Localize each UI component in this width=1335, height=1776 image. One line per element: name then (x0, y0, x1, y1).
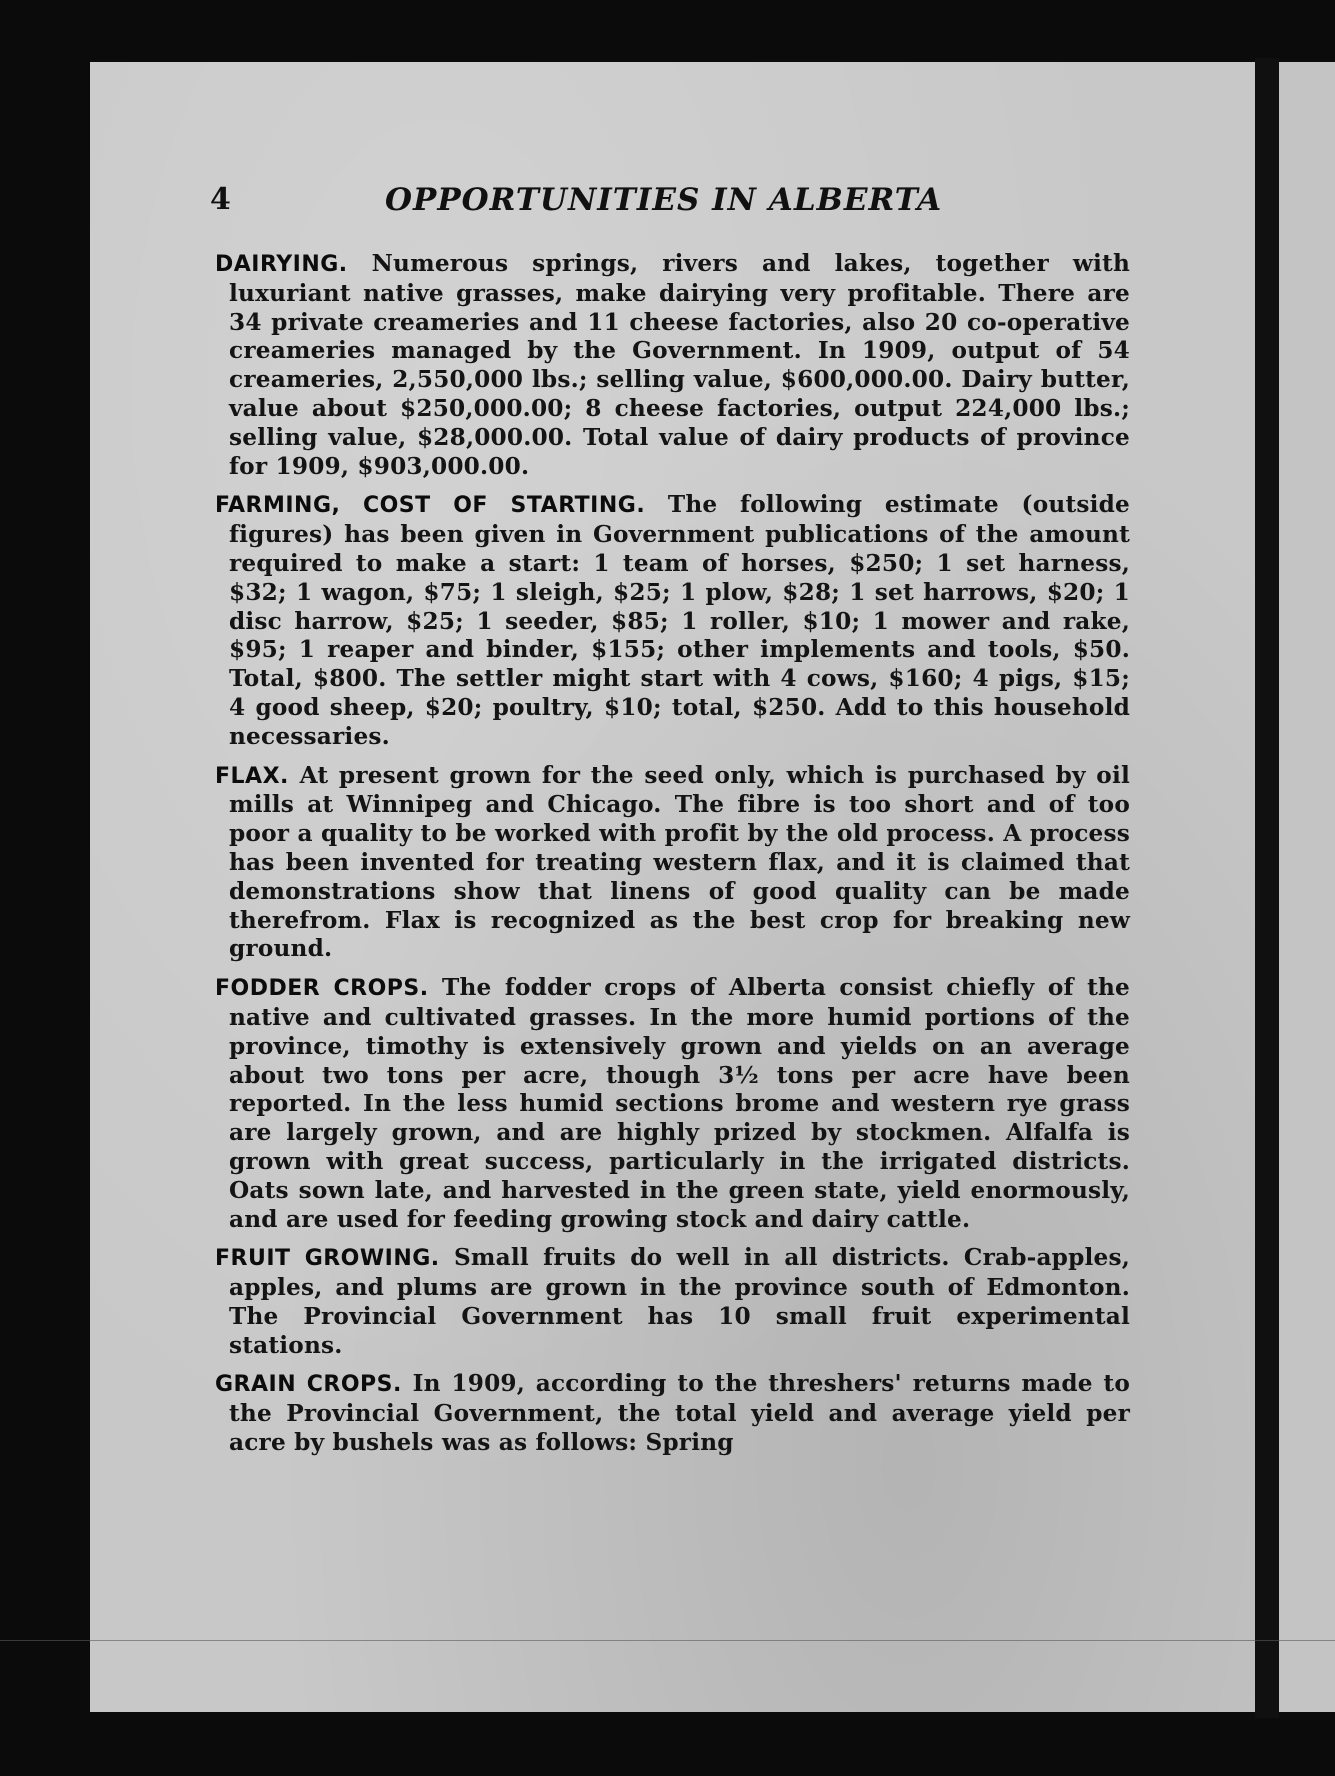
page-number: 4 (210, 182, 231, 217)
entry-grain-crops (215, 1370, 1130, 1457)
entry-text: At present grown for the seed only, which is purchased by oil mills at Winnipeg and Chicago. The fibre is too short and of too poor a quality to be worked with profit by the old process. A process has been invented for treating western flax, and it is claimed that demonstrations show that linens of good quality can be made therefrom. Flax is recognized as the best crop for breaking new ground. (229, 761, 1130, 963)
entry-flax (215, 762, 1130, 965)
entry-keyword: FARMING, COST OF STARTING. (215, 493, 646, 519)
entry-keyword: GRAIN CROPS. (215, 1372, 402, 1398)
book-spine (1255, 58, 1279, 1718)
entry-farming-cost (215, 491, 1130, 751)
page-body (215, 250, 1130, 1468)
scan-fold-line (0, 1640, 1335, 1641)
entry-text: In 1909, according to the threshers' returns made to the Provincial Government, the total yield and average yield per acre by bushels was as follows: Spring (229, 1370, 1130, 1457)
entry-fruit-growing (215, 1244, 1130, 1360)
page-header (210, 182, 1210, 232)
running-title: OPPORTUNITIES IN ALBERTA (385, 182, 943, 218)
entry-fodder-crops (215, 974, 1130, 1234)
facing-page-edge (1279, 62, 1335, 1712)
entry-text: Numerous springs, rivers and lakes, together with luxuriant native grasses, make dairying very profitable. There are 34 private creameries and 11 cheese factories, also 20 co-operative creameries managed by the Government. In 1909, output of 54 creameries, 2,550,000 lbs.; selling value, $600,000.00. Dairy butter, value about $250,000.00; 8 cheese factories, output 224,000 lbs.; selling value, $28,000.00. Total value of dairy products of province for 1909, $903,000.00. (229, 250, 1131, 480)
entry-dairying (215, 250, 1130, 481)
entry-text: Small fruits do well in all districts. Crab-apples, apples, and plums are grown in the province south of Edmonton. The Provincial Government has 10 small fruit experimental stations. (229, 1244, 1130, 1359)
entry-keyword: DAIRYING. (215, 252, 348, 277)
entry-keyword: FLAX. (215, 763, 289, 789)
entry-keyword: FODDER CROPS. (215, 976, 429, 1002)
entry-text: The fodder crops of Alberta consist chiefly of the native and cultivated grasses. In the more humid portions of the province, timothy is extensively grown and yields on an average about two tons per acre, though 3½ tons per acre have been reported. In the less humid sections brome and western rye grass are largely grown, and are highly prized by stockmen. Alfalfa is grown with great success, particularly in the irrigated districts. Oats sown late, and harvested in the green state, yield enormously, and are used for feeding growing stock and dairy cattle. (229, 974, 1130, 1233)
entry-text: The following estimate (outside figures) has been given in Government publications of the amount required to make a start: 1 team of horses, $250; 1 set harness, $32; 1 wagon, $75; 1 sleigh, $25; 1 plow, $28; 1 set harrows, $20; 1 disc harrow, $25; 1 seeder, $85; 1 roller, $10; 1 mower and rake, $95; 1 reaper and binder, $155; other implements and tools, $50. Total, $800. The settler might start with 4 cows, $160; 4 pigs, $15; 4 good sheep, $20; poultry, $10; total, $250. Add to this household necessaries. (229, 491, 1130, 750)
entry-keyword: FRUIT GROWING. (215, 1246, 440, 1272)
